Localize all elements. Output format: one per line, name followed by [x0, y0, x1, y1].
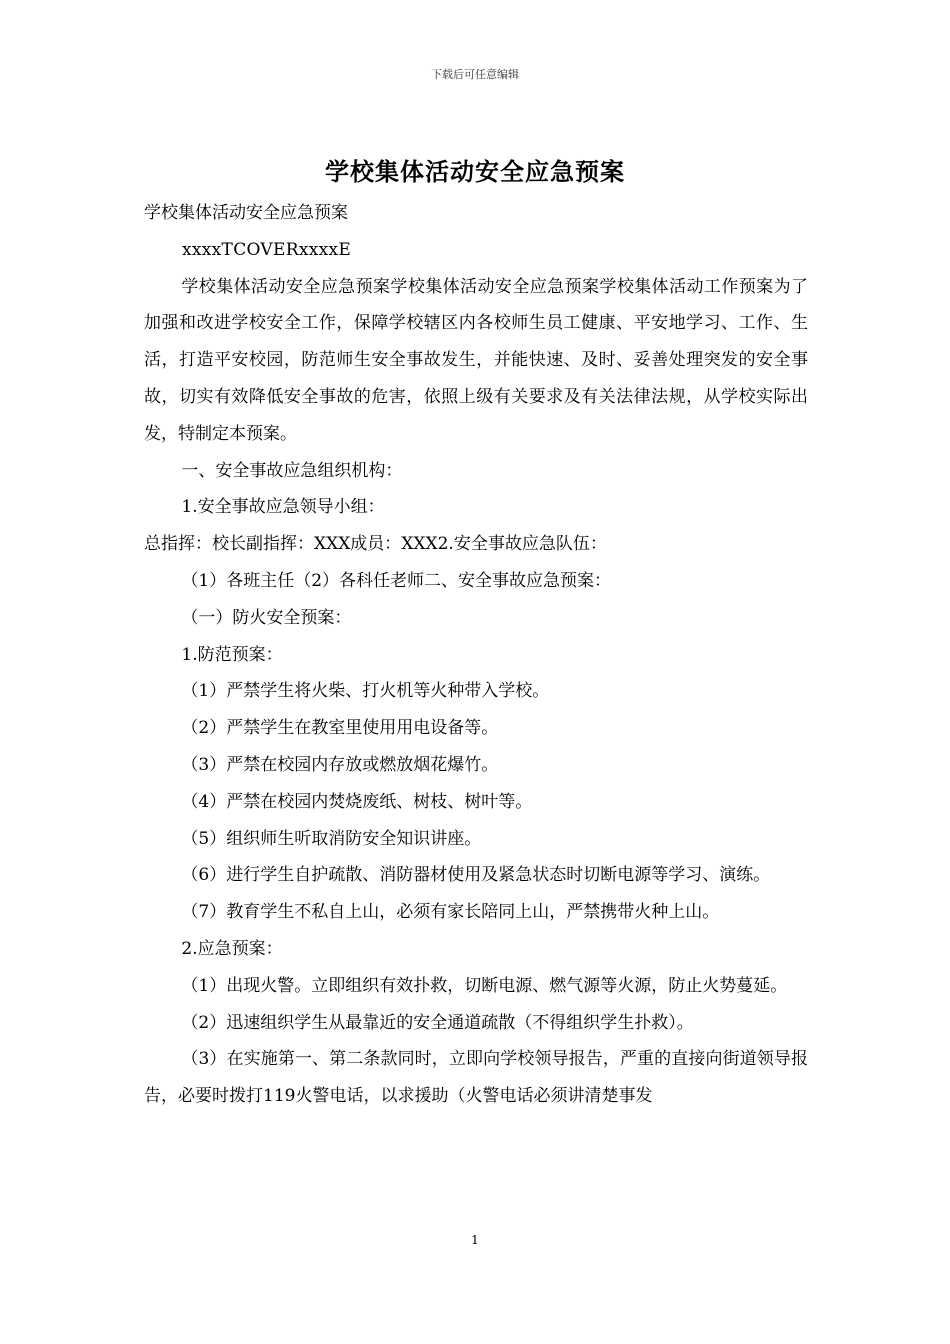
- list-item: （1）出现火警。立即组织有效扑救，切断电源、燃气源等火源，防止火势蔓延。: [181, 975, 788, 996]
- document-code: xxxxTCOVERxxxxE: [182, 239, 352, 260]
- paragraph-team: （1）各班主任（2）各科任老师二、安全事故应急预案：: [181, 570, 612, 591]
- paragraph-leadership: 1.安全事故应急领导小组：: [181, 497, 385, 518]
- page-title: 学校集体活动安全应急预案: [325, 158, 625, 186]
- list-item: （7）教育学生不私自上山，必须有家长陪同上山，严禁携带火种上山。: [181, 902, 720, 923]
- paragraph-commander: 总指挥：校长副指挥：XXX成员：XXX2.安全事故应急队伍：: [144, 534, 607, 555]
- list-item: （1）严禁学生将火柴、打火机等火种带入学校。: [181, 681, 550, 702]
- list-item: （2）严禁学生在教室里使用用电设备等。: [181, 718, 499, 739]
- paragraph-prevention: 1.防范预案：: [181, 644, 283, 665]
- list-item: （4）严禁在校园内焚烧废纸、树枝、树叶等。: [181, 791, 533, 812]
- list-item: （3）严禁在校园内存放或燃放烟花爆竹。: [181, 754, 499, 775]
- paragraph-fire-plan: （一）防火安全预案：: [181, 607, 352, 628]
- list-item: （3）在实施第一、第二条款同时，立即向学校领导报告，严重的直接向街道领导报告，必要时拨打119火警电话，以求援助（火警电话必须讲清楚事发: [144, 1049, 808, 1107]
- document-body: [144, 195, 808, 1115]
- list-item: （6）进行学生自护疏散、消防器材使用及紧急状态时切断电源等学习、演练。: [181, 865, 771, 886]
- page-number: 1: [471, 1233, 479, 1247]
- paragraph-emergency: 2.应急预案：: [181, 938, 283, 959]
- page-header-note: 下载后可任意编辑: [431, 68, 519, 81]
- paragraph-intro: 学校集体活动安全应急预案学校集体活动安全应急预案学校集体活动工作预案为了加强和改进学校安全工作，保障学校辖区内各校师生员工健康、平安地学习、工作、生活，打造平安校园，防范师生安全事故发生，并能快速、及时、妥善处理突发的安全事故，切实有效降低安全事故的危害，依照上级有关要求及有关法律法规，从学校实际出发，特制定本预案。: [144, 276, 808, 444]
- list-item: （5）组织师生听取消防安全知识讲座。: [181, 828, 482, 849]
- document-subtitle: 学校集体活动安全应急预案: [144, 203, 348, 223]
- paragraph-section-org: 一、安全事故应急组织机构：: [181, 460, 403, 481]
- list-item: （2）迅速组织学生从最靠近的安全通道疏散（不得组织学生扑救）。: [181, 1012, 694, 1033]
